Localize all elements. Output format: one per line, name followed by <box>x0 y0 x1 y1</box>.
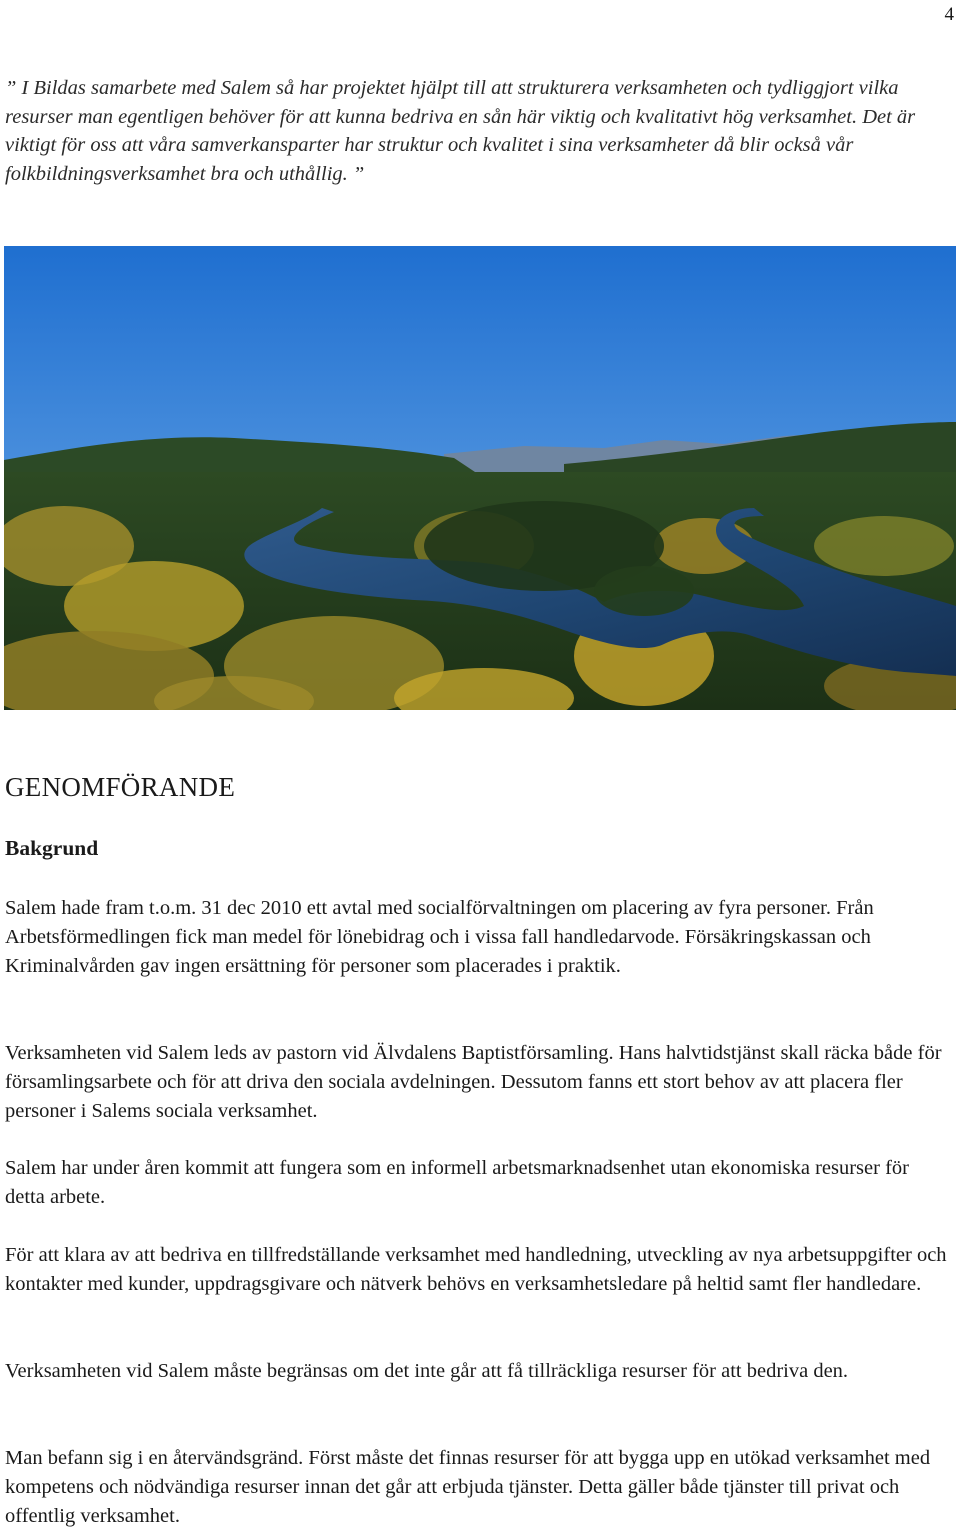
paragraph-5: Verksamheten vid Salem måste begränsas om det inte går att få tillräckliga resurser för att bedriva den. <box>5 1360 849 1382</box>
paragraph-4: För att klara av att bedriva en tillfredställande verksamhet med handledning, utveckling av nya arbetsuppgifter och kontakter med kunder, uppdragsgivare och nätverk behövs en verksamhetsledare på heltid samt fler handledare. <box>5 1244 947 1295</box>
paragraph-1: Salem hade fram t.o.m. 31 dec 2010 ett avtal med socialförvaltningen om placering av fyra personer. Från Arbetsförmedlingen fick man medel för lönebidrag och i vissa fall handledarvode. Försäkringskassan och Kriminalvården gav ingen ersättning för personer som placerades i praktik. <box>5 897 874 977</box>
landscape-photo <box>4 246 956 710</box>
paragraph-2: Verksamheten vid Salem leds av pastorn vid Älvdalens Baptistförsamling. Hans halvtidstjänst skall räcka både för församlingsarbete och för att driva den sociala avdelningen. Dessutom fanns ett stort behov av att placera fler personer i Salems sociala verksamhet. <box>5 1042 942 1122</box>
page-number: 4 <box>944 4 954 25</box>
paragraph-6: Man befann sig i en återvändsgränd. Först måste det finnas resurser för att bygga upp en utökad verksamhet med kompetens och nödvändiga resurser innan det går att erbjuda tjänster. Detta gäller både tjänster till privat och offentlig verksamhet. <box>5 1447 931 1527</box>
section-subheading: Bakgrund <box>5 836 99 860</box>
testimonial-quote: ” I Bildas samarbete med Salem så har projektet hjälpt till att strukturera verksamheten och tydliggjort vilka resurser man egentligen behöver för att kunna bedriva en sån här viktig och kvalitativt hög verksamhet. Det är viktigt för oss att våra samverkansparter har struktur och kvalitet i sina verksamheter då blir också vår folkbildningsverksamhet bra och uthållig. ” <box>5 77 916 185</box>
paragraph-3: Salem har under åren kommit att fungera som en informell arbetsmarknadsenhet utan ekonomiska resurser för detta arbete. <box>5 1157 909 1208</box>
section-heading: GENOMFÖRANDE <box>5 772 236 802</box>
